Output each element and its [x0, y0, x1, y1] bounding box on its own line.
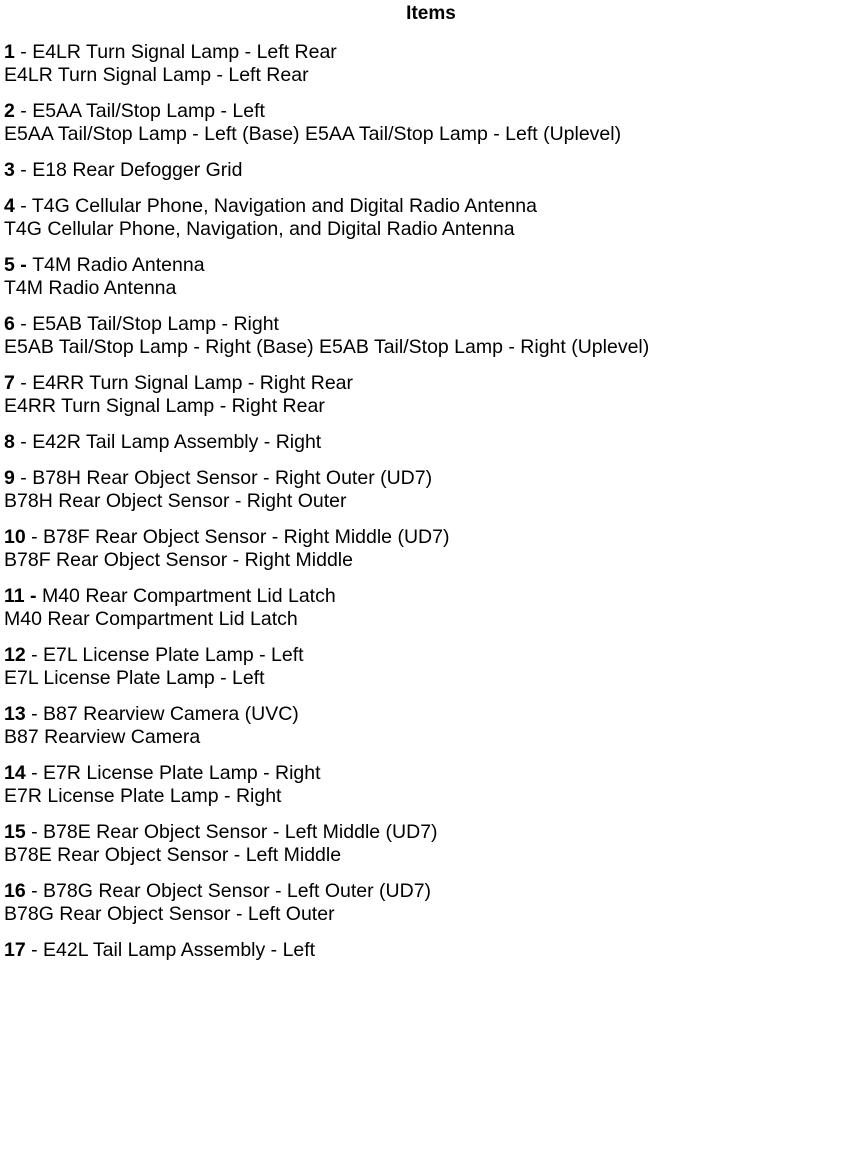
item-number: 2 — [4, 100, 15, 122]
list-item — [4, 100, 858, 146]
item-separator: - — [14, 100, 33, 122]
item-heading — [4, 585, 858, 608]
item-heading — [4, 880, 858, 903]
item-description: B87 Rearview Camera — [4, 726, 201, 748]
item-heading — [4, 762, 858, 785]
item-separator: - — [14, 467, 33, 489]
item-title: M40 Rear Compartment Lid Latch — [41, 585, 336, 607]
item-number: 8 — [4, 431, 15, 453]
item-number: 3 — [4, 159, 15, 181]
item-heading — [4, 644, 858, 667]
item-number: 13 — [4, 703, 26, 725]
item-separator: - — [25, 821, 44, 843]
item-description: T4G Cellular Phone, Navigation, and Digital Radio Antenna — [4, 218, 515, 240]
item-title: B78F Rear Object Sensor - Right Middle (UD7) — [43, 526, 450, 548]
item-number: 15 — [4, 821, 26, 843]
item-heading — [4, 195, 858, 218]
item-number: 5 — [4, 254, 15, 276]
item-description: B78E Rear Object Sensor - Left Middle — [4, 844, 342, 866]
item-heading — [4, 41, 858, 64]
item-heading — [4, 703, 858, 726]
item-heading — [4, 159, 858, 182]
item-description: T4M Radio Antenna — [4, 277, 177, 299]
item-separator: - — [14, 195, 32, 217]
list-item — [4, 585, 858, 631]
list-item — [4, 372, 858, 418]
item-separator: - — [14, 372, 33, 394]
item-number: 7 — [4, 372, 15, 394]
item-separator: - — [25, 939, 44, 961]
item-title: B78G Rear Object Sensor - Left Outer (UD7) — [43, 880, 432, 902]
list-item — [4, 195, 858, 241]
item-description: E7R License Plate Lamp - Right — [4, 785, 282, 807]
list-item — [4, 467, 858, 513]
list-item — [4, 41, 858, 87]
list-item — [4, 939, 858, 962]
item-heading — [4, 313, 858, 336]
page-title: Items — [406, 3, 456, 24]
list-item — [4, 159, 858, 182]
list-item — [4, 762, 858, 808]
item-number: 11 — [4, 585, 25, 607]
item-heading — [4, 254, 858, 277]
item-number: 17 — [4, 939, 26, 961]
item-separator: - — [14, 313, 33, 335]
item-heading — [4, 526, 858, 549]
list-item — [4, 644, 858, 690]
item-title: T4M Radio Antenna — [32, 254, 205, 276]
item-number: 4 — [4, 195, 15, 217]
item-separator: - — [14, 41, 33, 63]
item-separator: - — [14, 159, 33, 181]
item-number: 1 — [4, 41, 15, 63]
list-item — [4, 821, 858, 867]
item-number: 14 — [4, 762, 26, 784]
item-title: E7L License Plate Lamp - Left — [43, 644, 304, 666]
item-description: E4RR Turn Signal Lamp - Right Rear — [4, 395, 325, 417]
item-description: M40 Rear Compartment Lid Latch — [4, 608, 298, 630]
item-heading — [4, 467, 858, 490]
item-separator: - — [14, 254, 33, 276]
item-description: B78H Rear Object Sensor - Right Outer — [4, 490, 347, 512]
item-description: E5AA Tail/Stop Lamp - Left (Base) E5AA Tail/Stop Lamp - Left (Uplevel) — [4, 123, 622, 145]
item-heading — [4, 939, 858, 962]
item-title: E5AB Tail/Stop Lamp - Right — [32, 313, 279, 335]
item-title: E4LR Turn Signal Lamp - Left Rear — [32, 41, 337, 63]
item-heading — [4, 100, 858, 123]
item-heading — [4, 821, 858, 844]
item-description: E4LR Turn Signal Lamp - Left Rear — [4, 64, 309, 86]
item-separator: - — [24, 585, 42, 607]
item-description: E7L License Plate Lamp - Left — [4, 667, 265, 689]
item-heading — [4, 431, 858, 454]
list-item — [4, 526, 858, 572]
item-title: E42R Tail Lamp Assembly - Right — [32, 431, 322, 453]
list-item — [4, 703, 858, 749]
item-separator: - — [14, 431, 33, 453]
item-title: T4G Cellular Phone, Navigation and Digital Radio Antenna — [31, 195, 537, 217]
item-number: 12 — [4, 644, 26, 666]
item-number: 6 — [4, 313, 15, 335]
item-description: B78G Rear Object Sensor - Left Outer — [4, 903, 335, 925]
item-number: 9 — [4, 467, 15, 489]
item-title: B87 Rearview Camera (UVC) — [43, 703, 299, 725]
item-title: E4RR Turn Signal Lamp - Right Rear — [32, 372, 354, 394]
list-item — [4, 313, 858, 359]
item-number: 10 — [4, 526, 26, 548]
list-item — [4, 254, 858, 300]
item-number: 16 — [4, 880, 26, 902]
item-title: E5AA Tail/Stop Lamp - Left — [32, 100, 265, 122]
item-title: E7R License Plate Lamp - Right — [43, 762, 321, 784]
item-separator: - — [25, 526, 44, 548]
item-title: B78H Rear Object Sensor - Right Outer (UD7) — [32, 467, 433, 489]
item-separator: - — [25, 762, 44, 784]
item-description: B78F Rear Object Sensor - Right Middle — [4, 549, 353, 571]
item-separator: - — [25, 880, 44, 902]
item-heading — [4, 372, 858, 395]
item-description: E5AB Tail/Stop Lamp - Right (Base) E5AB Tail/Stop Lamp - Right (Uplevel) — [4, 336, 650, 358]
list-item — [4, 431, 858, 454]
item-separator: - — [25, 644, 44, 666]
item-title: E42L Tail Lamp Assembly - Left — [43, 939, 316, 961]
item-separator: - — [25, 703, 44, 725]
item-title: E18 Rear Defogger Grid — [32, 159, 243, 181]
list-item — [4, 880, 858, 926]
item-title: B78E Rear Object Sensor - Left Middle (UD7) — [43, 821, 438, 843]
